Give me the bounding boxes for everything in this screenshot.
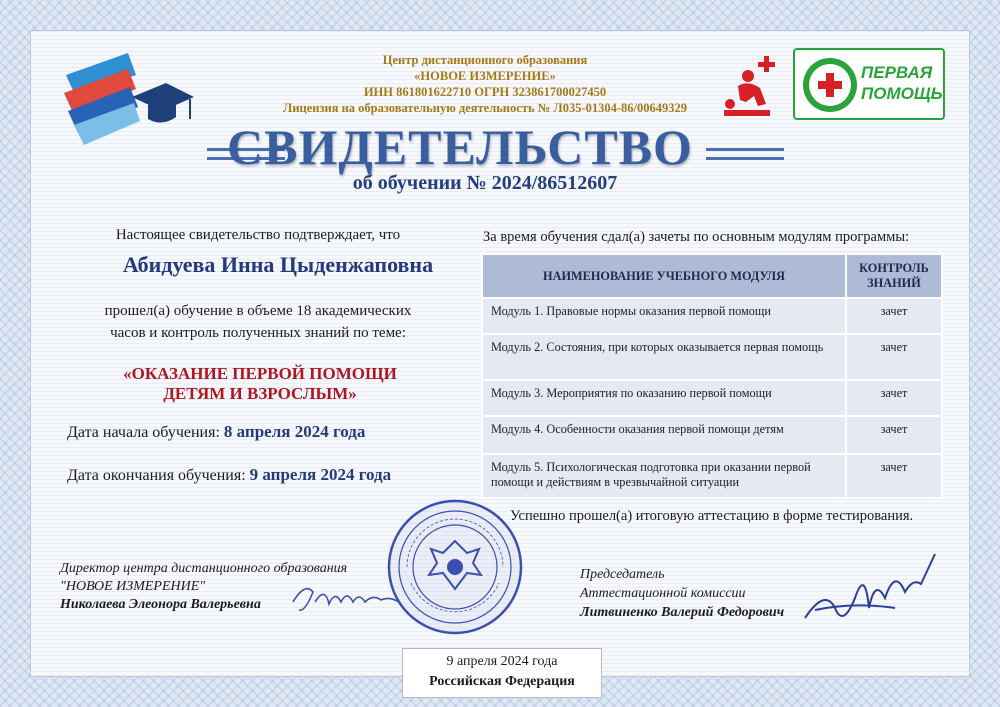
start-date-label: Дата начала обучения: <box>67 424 220 441</box>
chair-commission: Аттестационной комиссии <box>580 586 746 601</box>
confirm-text: Настоящее свидетельство подтверждает, что <box>115 227 401 243</box>
modules-intro: За время обучения сдал(а) зачеты по основным модулям программы: <box>483 229 910 245</box>
certificate-title: СВИДЕТЕЛЬСТВО <box>227 119 693 175</box>
official-seal-icon <box>385 497 525 637</box>
badge-line1: ПЕРВАЯ <box>861 63 933 82</box>
module-name: Модуль 1. Правовые нормы оказания первой помощи <box>482 298 846 334</box>
end-date-label: Дата окончания обучения: <box>67 467 246 484</box>
education-logo-icon <box>58 45 198 155</box>
issue-date-box <box>402 648 602 698</box>
organization-info <box>250 52 720 116</box>
director-title: Директор центра дистанционного образования <box>60 561 348 576</box>
table-row <box>482 298 942 334</box>
start-date-row <box>67 422 365 442</box>
chair-title: Председатель <box>580 567 665 582</box>
module-name: Модуль 5. Психологическая подготовка при оказании первой помощи и действиям в чрезвычайной ситуации <box>482 454 846 498</box>
module-result: зачет <box>846 416 942 454</box>
chair-signature-icon <box>795 548 940 638</box>
end-date-value: 9 апреля 2024 года <box>249 465 392 484</box>
module-result: зачет <box>846 454 942 498</box>
end-date-row <box>67 465 391 485</box>
badge-line2: ПОМОЩЬ <box>861 84 943 103</box>
org-name: Центр дистанционного образования <box>382 53 588 67</box>
org-license: Лицензия на образовательную деятельность № Л035-01304-86/00649329 <box>283 101 687 115</box>
course-title: «ОКАЗАНИЕ ПЕРВОЙ ПОМОЩИ ДЕТЯМ И ВЗРОСЛЫМ» <box>123 364 397 403</box>
table-row <box>482 416 942 454</box>
org-brand: «НОВОЕ ИЗМЕРЕНИЕ» <box>414 69 556 83</box>
start-date-value: 8 апреля 2024 года <box>223 422 366 441</box>
chair-signature-block <box>580 565 820 622</box>
module-result: зачет <box>846 334 942 380</box>
col-control-header: КОНТРОЛЬ ЗНАНИЙ <box>846 254 942 298</box>
director-name: Николаева Элеонора Валерьевна <box>60 597 261 612</box>
module-result: зачет <box>846 298 942 334</box>
org-registration: ИНН 861801622710 ОГРН 323861700027450 <box>363 85 607 99</box>
first-aid-person-icon <box>720 52 790 120</box>
first-aid-cross-icon <box>803 58 857 112</box>
col-module-header: НАИМЕНОВАНИЕ УЧЕБНОГО МОДУЛЯ <box>482 254 846 298</box>
module-name: Модуль 2. Состояния, при которых оказывается первая помощь <box>482 334 846 380</box>
final-attestation-text: Успешно прошел(а) итоговую аттестацию в форме тестирования. <box>510 508 914 524</box>
certificate-number: об обучении № 2024/86512607 <box>352 172 618 194</box>
first-aid-badge <box>793 48 945 120</box>
module-result: зачет <box>846 380 942 416</box>
module-name: Модуль 3. Мероприятия по оказанию первой помощи <box>482 380 846 416</box>
director-signature-icon <box>285 572 405 622</box>
issue-country: Российская Федерация <box>429 674 575 689</box>
student-name: Абидуева Инна Цыденжаповна <box>122 252 434 277</box>
table-row <box>482 380 942 416</box>
director-org: "НОВОЕ ИЗМЕРЕНИЕ" <box>60 579 206 594</box>
table-row <box>482 334 942 380</box>
module-name: Модуль 4. Особенности оказания первой помощи детям <box>482 416 846 454</box>
modules-table <box>481 253 943 499</box>
chair-name: Литвиненко Валерий Федорович <box>580 605 785 620</box>
issue-date: 9 апреля 2024 года <box>446 654 558 669</box>
table-row <box>482 454 942 498</box>
training-volume: прошел(а) обучение в объеме 18 академических часов и контроль полученных знаний по теме: <box>104 303 412 341</box>
